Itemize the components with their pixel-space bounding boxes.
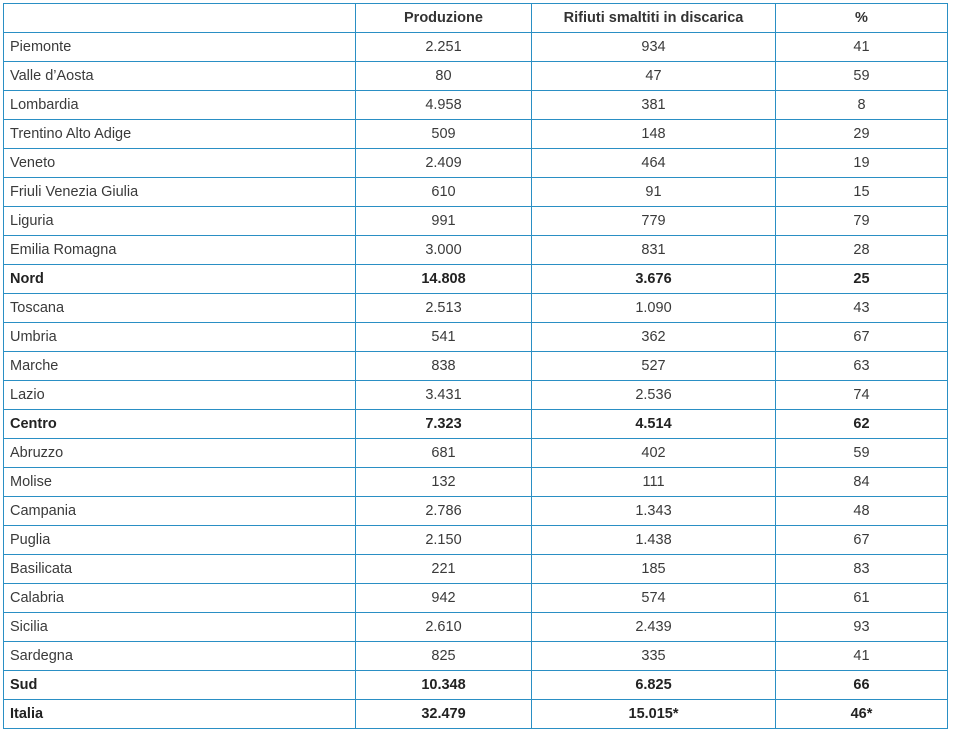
discarica-cell: 6.825 <box>532 671 776 700</box>
produzione-cell: 14.808 <box>356 265 532 294</box>
discarica-cell: 111 <box>532 468 776 497</box>
produzione-cell: 2.251 <box>356 33 532 62</box>
region-name-cell: Piemonte <box>4 33 356 62</box>
discarica-cell: 362 <box>532 323 776 352</box>
discarica-cell: 779 <box>532 207 776 236</box>
region-name-cell: Emilia Romagna <box>4 236 356 265</box>
table-row <box>4 352 948 381</box>
header-row <box>4 4 948 33</box>
region-name-cell: Friuli Venezia Giulia <box>4 178 356 207</box>
percent-cell: 61 <box>776 584 948 613</box>
header-discarica: Rifiuti smaltiti in discarica <box>532 4 776 33</box>
table-row <box>4 381 948 410</box>
discarica-cell: 831 <box>532 236 776 265</box>
percent-cell: 19 <box>776 149 948 178</box>
percent-cell: 25 <box>776 265 948 294</box>
discarica-cell: 4.514 <box>532 410 776 439</box>
table-row-total <box>4 265 948 294</box>
region-name-cell: Sardegna <box>4 642 356 671</box>
region-name-cell: Italia <box>4 700 356 729</box>
table-row <box>4 149 948 178</box>
region-name-cell: Veneto <box>4 149 356 178</box>
percent-cell: 41 <box>776 33 948 62</box>
region-name-cell: Centro <box>4 410 356 439</box>
table-container <box>3 3 947 729</box>
percent-cell: 84 <box>776 468 948 497</box>
discarica-cell: 1.090 <box>532 294 776 323</box>
region-name-cell: Basilicata <box>4 555 356 584</box>
percent-cell: 93 <box>776 613 948 642</box>
produzione-cell: 541 <box>356 323 532 352</box>
percent-cell: 63 <box>776 352 948 381</box>
table-row <box>4 497 948 526</box>
table-row <box>4 526 948 555</box>
region-name-cell: Nord <box>4 265 356 294</box>
discarica-cell: 2.536 <box>532 381 776 410</box>
discarica-cell: 464 <box>532 149 776 178</box>
percent-cell: 67 <box>776 323 948 352</box>
produzione-cell: 10.348 <box>356 671 532 700</box>
region-name-cell: Puglia <box>4 526 356 555</box>
percent-cell: 48 <box>776 497 948 526</box>
percent-cell: 29 <box>776 120 948 149</box>
table-row-total <box>4 700 948 729</box>
discarica-cell: 47 <box>532 62 776 91</box>
produzione-cell: 7.323 <box>356 410 532 439</box>
produzione-cell: 2.513 <box>356 294 532 323</box>
table-row <box>4 207 948 236</box>
header-produzione: Produzione <box>356 4 532 33</box>
table-row <box>4 178 948 207</box>
percent-cell: 46* <box>776 700 948 729</box>
region-name-cell: Umbria <box>4 323 356 352</box>
region-name-cell: Trentino Alto Adige <box>4 120 356 149</box>
percent-cell: 66 <box>776 671 948 700</box>
discarica-cell: 934 <box>532 33 776 62</box>
table-row <box>4 294 948 323</box>
produzione-cell: 32.479 <box>356 700 532 729</box>
discarica-cell: 1.343 <box>532 497 776 526</box>
produzione-cell: 3.000 <box>356 236 532 265</box>
region-name-cell: Marche <box>4 352 356 381</box>
table-row <box>4 236 948 265</box>
region-name-cell: Toscana <box>4 294 356 323</box>
produzione-cell: 610 <box>356 178 532 207</box>
table-row <box>4 120 948 149</box>
produzione-cell: 2.610 <box>356 613 532 642</box>
produzione-cell: 132 <box>356 468 532 497</box>
table-row-total <box>4 410 948 439</box>
discarica-cell: 148 <box>532 120 776 149</box>
region-name-cell: Sud <box>4 671 356 700</box>
table-row <box>4 468 948 497</box>
produzione-cell: 838 <box>356 352 532 381</box>
header-region <box>4 4 356 33</box>
region-name-cell: Abruzzo <box>4 439 356 468</box>
table-row <box>4 91 948 120</box>
discarica-cell: 15.015* <box>532 700 776 729</box>
region-name-cell: Lombardia <box>4 91 356 120</box>
table-row-total <box>4 671 948 700</box>
produzione-cell: 825 <box>356 642 532 671</box>
discarica-cell: 1.438 <box>532 526 776 555</box>
percent-cell: 79 <box>776 207 948 236</box>
discarica-cell: 527 <box>532 352 776 381</box>
discarica-cell: 402 <box>532 439 776 468</box>
waste-table <box>3 3 948 729</box>
region-name-cell: Liguria <box>4 207 356 236</box>
region-name-cell: Molise <box>4 468 356 497</box>
table-row <box>4 555 948 584</box>
produzione-cell: 509 <box>356 120 532 149</box>
produzione-cell: 3.431 <box>356 381 532 410</box>
table-row <box>4 613 948 642</box>
percent-cell: 59 <box>776 62 948 91</box>
table-row <box>4 584 948 613</box>
percent-cell: 41 <box>776 642 948 671</box>
discarica-cell: 2.439 <box>532 613 776 642</box>
percent-cell: 15 <box>776 178 948 207</box>
region-name-cell: Sicilia <box>4 613 356 642</box>
header-percent: % <box>776 4 948 33</box>
percent-cell: 62 <box>776 410 948 439</box>
produzione-cell: 2.786 <box>356 497 532 526</box>
percent-cell: 59 <box>776 439 948 468</box>
discarica-cell: 335 <box>532 642 776 671</box>
produzione-cell: 2.409 <box>356 149 532 178</box>
region-name-cell: Lazio <box>4 381 356 410</box>
table-row <box>4 33 948 62</box>
region-name-cell: Valle d’Aosta <box>4 62 356 91</box>
percent-cell: 43 <box>776 294 948 323</box>
discarica-cell: 91 <box>532 178 776 207</box>
produzione-cell: 221 <box>356 555 532 584</box>
discarica-cell: 185 <box>532 555 776 584</box>
table-body <box>4 33 948 729</box>
percent-cell: 28 <box>776 236 948 265</box>
region-name-cell: Calabria <box>4 584 356 613</box>
produzione-cell: 2.150 <box>356 526 532 555</box>
table-row <box>4 642 948 671</box>
percent-cell: 83 <box>776 555 948 584</box>
produzione-cell: 991 <box>356 207 532 236</box>
produzione-cell: 4.958 <box>356 91 532 120</box>
discarica-cell: 574 <box>532 584 776 613</box>
percent-cell: 74 <box>776 381 948 410</box>
table-row <box>4 439 948 468</box>
table-row <box>4 323 948 352</box>
produzione-cell: 80 <box>356 62 532 91</box>
produzione-cell: 681 <box>356 439 532 468</box>
region-name-cell: Campania <box>4 497 356 526</box>
percent-cell: 67 <box>776 526 948 555</box>
discarica-cell: 3.676 <box>532 265 776 294</box>
table-row <box>4 62 948 91</box>
percent-cell: 8 <box>776 91 948 120</box>
discarica-cell: 381 <box>532 91 776 120</box>
produzione-cell: 942 <box>356 584 532 613</box>
